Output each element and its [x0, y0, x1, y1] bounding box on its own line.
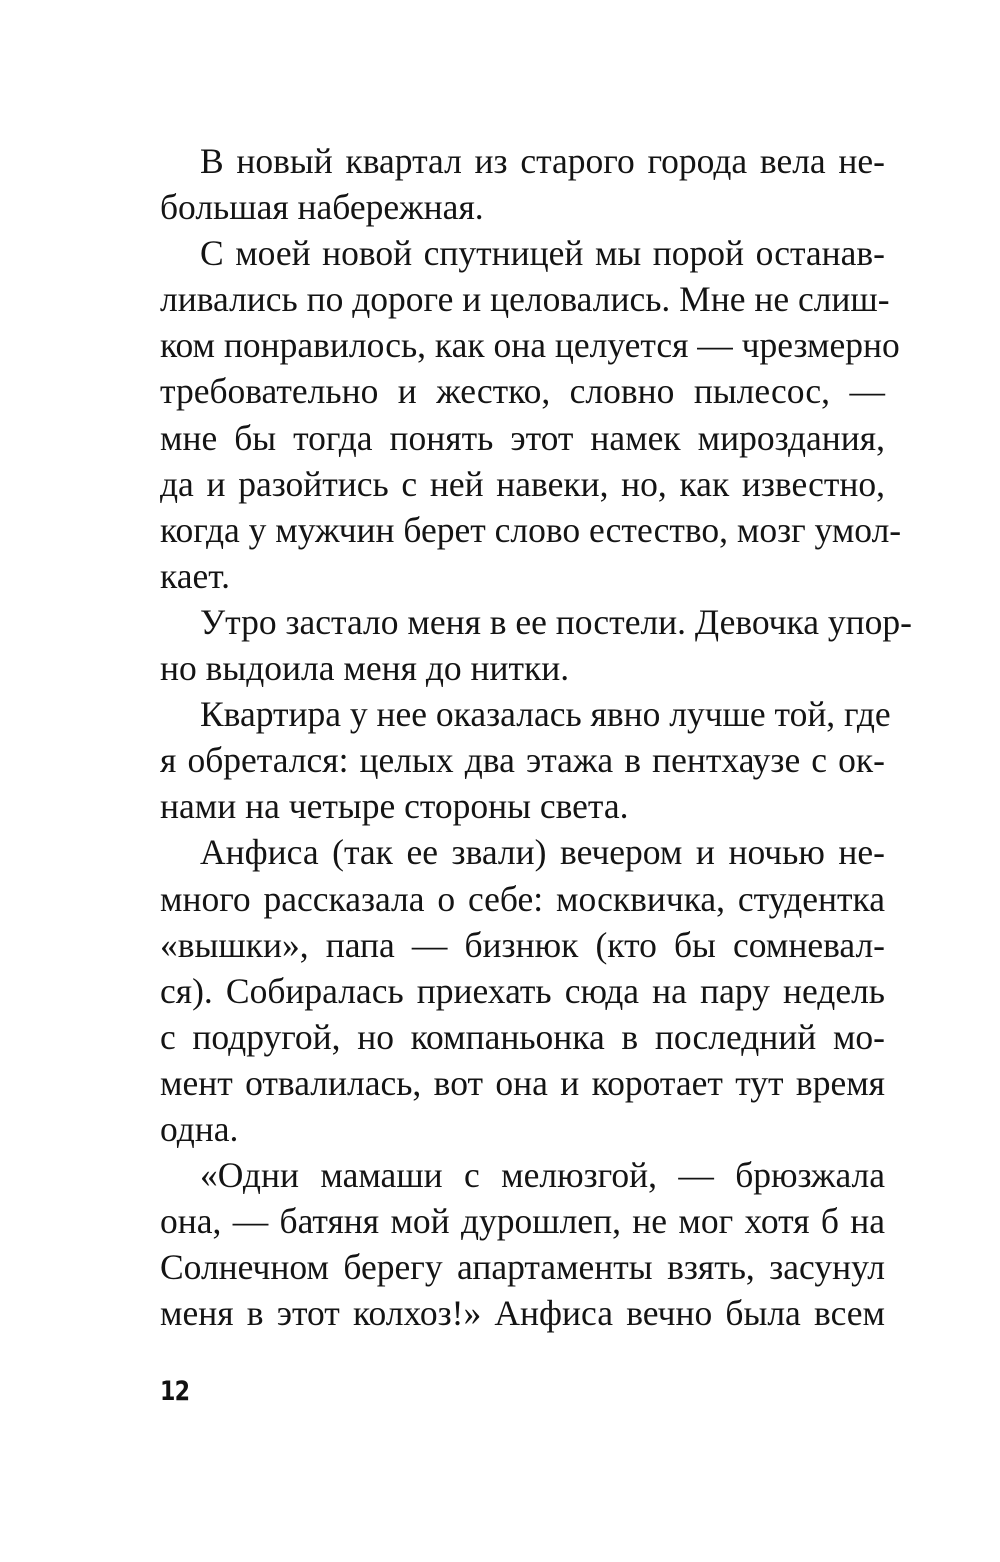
text-line: «вышки», папа — бизнюк (кто бы сомневал- [160, 924, 885, 965]
text-line: требовательно и жестко, словно пылесос, — [160, 371, 885, 412]
text-line: ком понравилось, как она целуется — чрезмерно [160, 325, 900, 366]
text-line: мент отвалилась, вот она и коротает тут время [160, 1062, 885, 1103]
text-line: кает. [160, 555, 230, 596]
text-line: В новый квартал из старого города вела не- [200, 141, 885, 181]
text-line: С моей новой спутницей мы порой останав- [200, 233, 885, 274]
text-line: я обретался: целых два этажа в пентхаузе с ок- [160, 740, 885, 781]
text-line: нами на четыре стороны света. [160, 786, 629, 827]
text-line: меня в этот колхоз!» Анфиса вечно была всем [160, 1293, 885, 1334]
text-line: Солнечном берегу апартаменты взять, засунул [160, 1247, 885, 1288]
text-line: много рассказала о себе: москвичка, студентка [160, 878, 885, 919]
page-number: 12 [160, 1376, 190, 1407]
text-line: мне бы тогда понять этот намек мироздания, [160, 417, 885, 458]
text-line: но выдоила меня до нитки. [160, 648, 570, 689]
text-line: да и разойтись с ней навеки, но, как известно, [160, 463, 885, 504]
text-line: ся). Собиралась приехать сюда на пару недель [160, 970, 885, 1011]
text-line: одна. [160, 1108, 239, 1149]
text-line: «Одни мамаши с мелюзгой, — брюзжала [200, 1155, 885, 1196]
body-text [160, 138, 912, 1336]
text-line: Квартира у нее оказалась явно лучше той, где [200, 694, 891, 735]
text-line: ливались по дороге и целовались. Мне не слиш- [160, 279, 890, 320]
text-line: когда у мужчин берет слово естество, мозг умол- [160, 509, 902, 550]
text-line: она, — батяня мой дурошлеп, не мог хотя б на [160, 1201, 885, 1242]
text-line: Анфиса (так ее звали) вечером и ночью не- [200, 832, 885, 873]
text-line: с подругой, но компаньонка в последний мо- [160, 1016, 885, 1057]
text-line: большая набережная. [160, 187, 484, 228]
text-line: Утро застало меня в ее постели. Девочка упор- [200, 601, 912, 642]
